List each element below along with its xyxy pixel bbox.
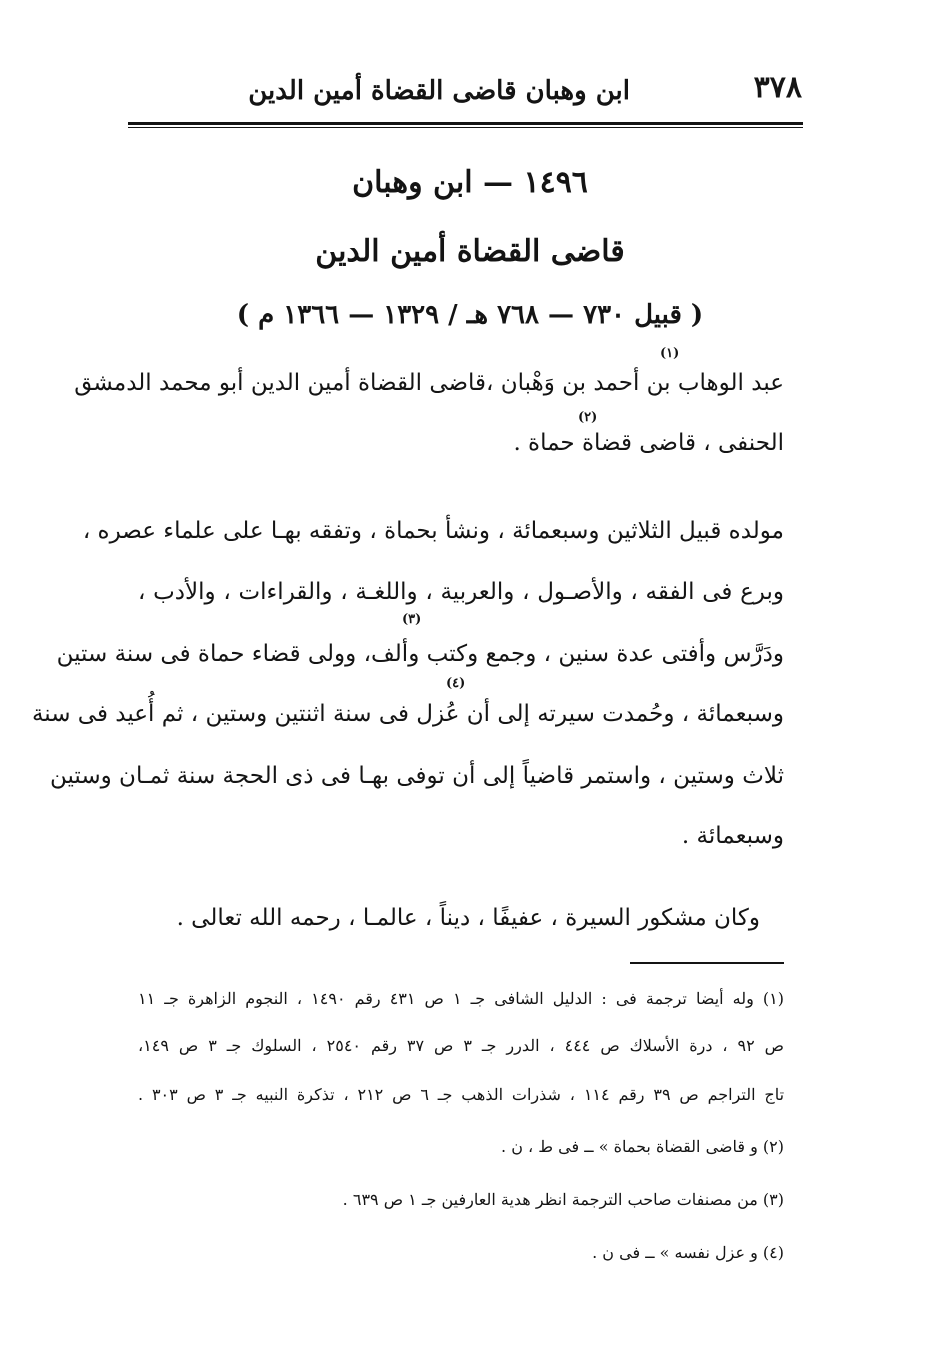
body-line: مولده قبيل الثلاثين وسبعمائة ، ونشأ بحماة ، وتفقه بهـا على علماء عصره ،	[82, 518, 784, 544]
body-line: ثلاث وستين ، واستمر قاضياً إلى أن توفى بهـا فى ذى الحجة سنة ثمـان وستين	[49, 763, 784, 789]
entry-title: قاضى القضاة أمين الدين	[315, 234, 625, 269]
footnote-mark-3: (٣)	[402, 612, 422, 627]
body-line: وبرع فى الفقه ، والأصـول ، والعربية ، واللغـة ، والقراءات ، والأدب ،	[138, 579, 784, 605]
header-rule-thin	[128, 127, 803, 128]
body-line: وسبعمائة .	[681, 823, 784, 849]
header-rule	[128, 122, 803, 125]
footnote-line: تاج التراجم ص ٣٩ رقم ١١٤ ، شذرات الذهب جـ ٦ ص ٢١٢ ، تذكرة النبيه جـ ٣ ص ٣٠٣ .	[138, 1085, 785, 1104]
footnote-line: (٤) و عزل نفسه » ــ فى ن .	[592, 1243, 784, 1262]
running-title: ابن وهبان قاضى القضاة أمين الدين	[248, 76, 630, 106]
footnote-line: (٣) من مصنفات صاحب الترجمة انظر هدية العارفين جـ ١ ص ٦٣٩ .	[342, 1190, 784, 1209]
body-line: عبد الوهاب بن أحمد بن وَهْبان ،قاضى القضاة أمين الدين أبو محمد الدمشق	[74, 370, 784, 396]
entry-heading: ١٤٩٦ — ابن وهبان	[352, 165, 588, 200]
footnote-mark-2: (٢)	[578, 410, 598, 425]
entry-dates: ( قبيل ٧٣٠ — ٧٦٨ هـ / ١٣٢٩ — ١٣٦٦ م )	[236, 300, 704, 330]
body-line: وسبعمائة ، وحُمدت سيرته إلى أن عُزل فى سنة اثنتين وستين ، ثم أُعيد فى سنة	[31, 701, 784, 727]
body-line: ودَرَّس وأفتى عدة سنين ، وجمع وكتب وألف، وولى قضاء حماة فى سنة ستين	[56, 641, 784, 667]
footnote-line: (١) وله أيضا ترجمة فى : الدليل الشافى جـ ١ ص ٤٣١ رقم ١٤٩٠ ، النجوم الزاهرة جـ ١١	[138, 989, 784, 1008]
footnote-mark-4: (٤)	[446, 676, 466, 691]
footnote-line: ص ٩٢ ، درة الأسلاك ص ٤٤٤ ، الدرر جـ ٣ ص ٣٧ رقم ٢٥٤٠ ، السلوك جـ ٣ ص ١٤٩،	[138, 1036, 785, 1055]
page-number: ٣٧٨	[753, 70, 802, 105]
footnote-separator	[630, 962, 784, 964]
footnote-line: (٢) و قاضى القضاة بحماة » ــ فى ط ، ن .	[501, 1137, 784, 1156]
body-line: الحنفى ، قاضى قضاة حماة .	[513, 430, 784, 456]
footnote-mark-1: (١)	[660, 346, 680, 361]
body-line: وكان مشكور السيرة ، عفيفًا ، ديناً ، عالمـا ، رحمه الله تعالى .	[176, 905, 760, 931]
